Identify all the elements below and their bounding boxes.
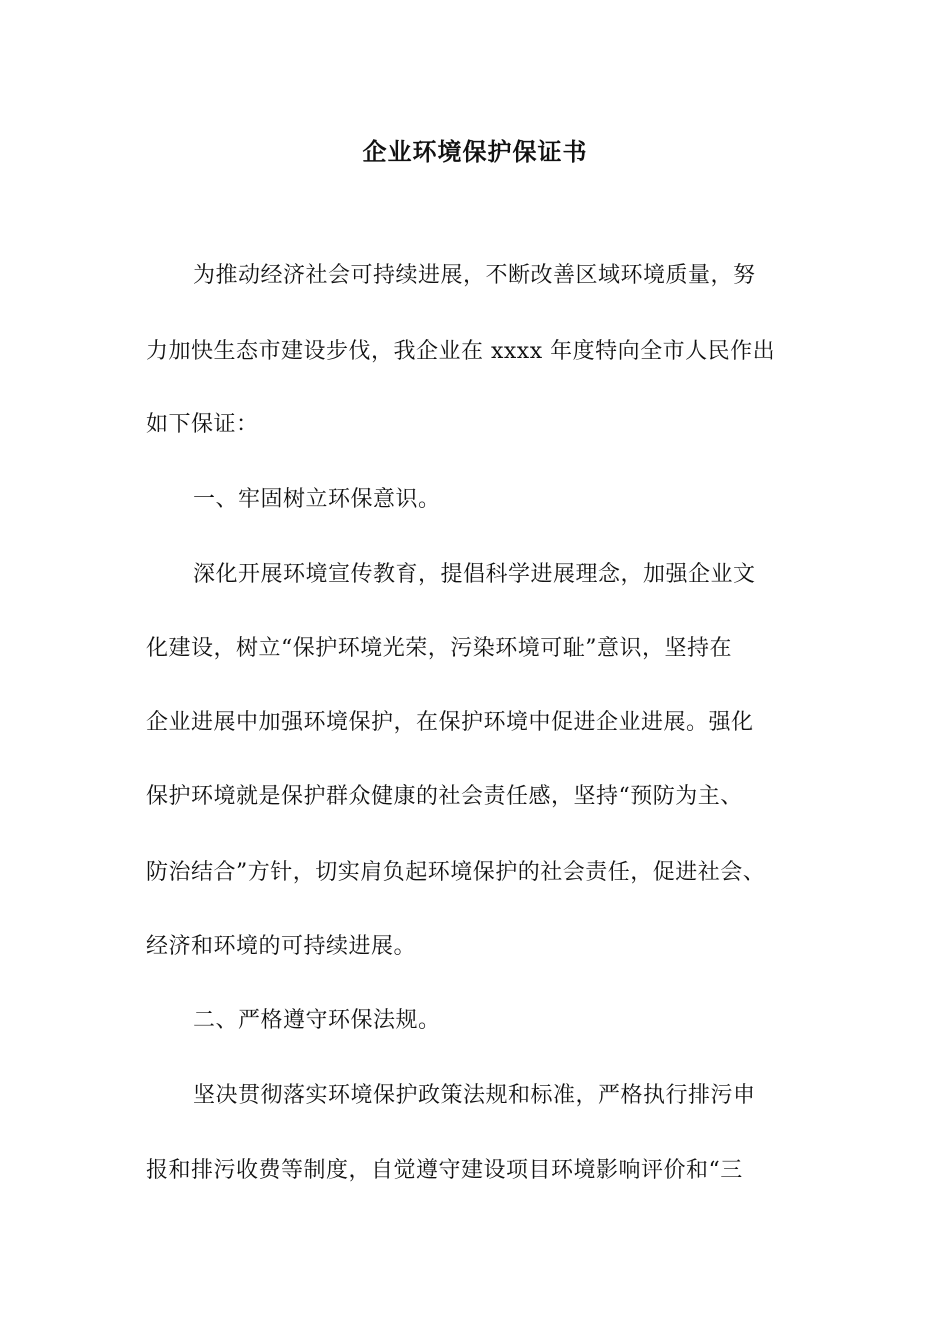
paragraph-line: 坚决贯彻落实环境保护政策法规和标准，严格执行排污申 xyxy=(193,1083,756,1108)
paragraph-line: 化建设，树立“保护环境光荣，污染环境可耻”意识，坚持在 xyxy=(146,636,732,661)
document-title: 企业环境保护保证书 xyxy=(362,137,588,166)
section-heading: 一、牢固树立环保意识。 xyxy=(193,487,441,512)
paragraph-line: 报和排污收费等制度，自觉遵守建设项目环境影响评价和“三 xyxy=(146,1158,743,1183)
section-heading: 二、严格遵守环保法规。 xyxy=(193,1008,441,1033)
paragraph-line: 为推动经济社会可持续进展，不断改善区域环境质量，努 xyxy=(193,263,756,288)
paragraph-line: 企业进展中加强环境保护，在保护环境中促进企业进展。强化 xyxy=(146,710,754,735)
paragraph-line: 力加快生态市建设步伐，我企业在 xxxx 年度特向全市人民作出 xyxy=(146,339,776,364)
paragraph-line: 保护环境就是保护群众健康的社会责任感，坚持“预防为主、 xyxy=(146,784,743,809)
paragraph-line: 经济和环境的可持续进展。 xyxy=(146,934,417,959)
paragraph-line: 深化开展环境宣传教育，提倡科学进展理念，加强企业文 xyxy=(193,562,756,587)
paragraph-line: 防治结合”方针，切实肩负起环境保护的社会责任，促进社会、 xyxy=(146,860,766,885)
paragraph-line: 如下保证： xyxy=(146,412,259,437)
